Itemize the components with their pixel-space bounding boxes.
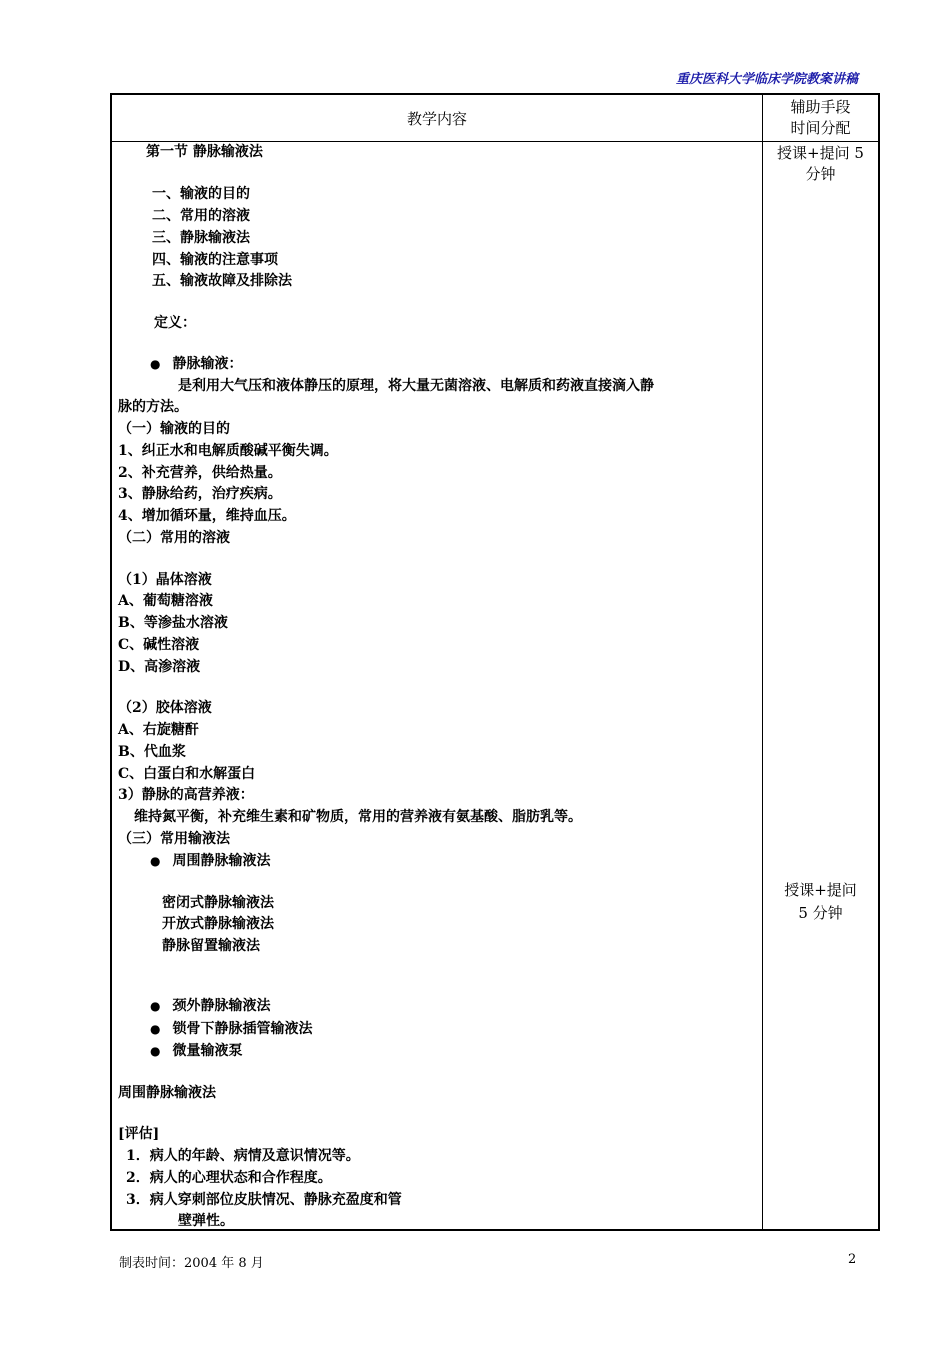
- nutrition-title: 3）静脉的高营养液：: [118, 787, 254, 803]
- crystal-item: B、等渗盐水溶液: [118, 615, 228, 631]
- outline-item: 二、常用的溶液: [152, 208, 250, 224]
- method-other-item: ● 颈外静脉输液法: [150, 997, 270, 1015]
- crystal-item: D、高渗溶液: [118, 659, 201, 675]
- colloid-item: C、白蛋白和水解蛋白: [118, 766, 256, 782]
- outline-item: 五、输液故障及排除法: [152, 273, 292, 289]
- purpose-item: 1、纠正水和电解质酸碱平衡失调。: [118, 443, 338, 459]
- assessment-item: 3．病人穿刺部位皮肤情况、静脉充盈度和管: [126, 1192, 402, 1208]
- method-sub-item: 密闭式静脉输液法: [162, 895, 274, 911]
- peripheral-section-title: 周围静脉输液法: [118, 1085, 216, 1101]
- time-note-1-line-2: 分钟: [805, 165, 836, 183]
- footer-date: 制表时间：2004 年 8 月: [119, 1256, 264, 1271]
- section-title: 第一节 静脉输液法: [146, 144, 263, 160]
- aids-header-label: 辅助手段: [790, 98, 851, 116]
- lesson-table: [110, 93, 880, 1231]
- outline-item: 一、输液的目的: [152, 186, 250, 202]
- method-other-item: ● 微量输液泵: [150, 1042, 242, 1060]
- method-peripheral: ● 周围静脉输液法: [150, 852, 270, 870]
- outline-item: 四、输液的注意事项: [152, 252, 278, 268]
- method-other-item: ● 锁骨下静脉插管输液法: [150, 1020, 312, 1038]
- nutrition-description: 维持氮平衡，补充维生素和矿物质，常用的营养液有氨基酸、脂肪乳等。: [134, 809, 582, 825]
- crystal-title: （1）晶体溶液: [118, 572, 212, 588]
- method-sub-item: 开放式静脉输液法: [162, 916, 274, 932]
- aids-time-header: [763, 95, 878, 141]
- purpose-item: 3、静脉给药，治疗疾病。: [118, 486, 282, 502]
- purpose-title: （一）输液的目的: [118, 421, 230, 437]
- purpose-item: 2、补充营养，供给热量。: [118, 465, 282, 481]
- solutions-title: （二）常用的溶液: [118, 530, 230, 546]
- crystal-item: A、葡萄糖溶液: [118, 593, 213, 609]
- assessment-item-continuation: 壁弹性。: [178, 1213, 234, 1229]
- assessment-title: [评估]: [118, 1126, 160, 1142]
- assessment-item: 1．病人的年龄、病情及意识情况等。: [126, 1148, 360, 1164]
- colloid-item: A、右旋糖酐: [118, 722, 199, 738]
- purpose-item: 4、增加循环量，维持血压。: [118, 508, 296, 524]
- definition-label: 定义：: [154, 315, 196, 331]
- colloid-item: B、代血浆: [118, 744, 186, 760]
- teaching-content-header: 教学内容: [406, 109, 467, 128]
- time-note-1-line-1: 授课+提问 5: [777, 144, 864, 162]
- header-row-divider: [112, 141, 878, 142]
- institution-header: 重庆医科大学临床学院教案讲稿: [675, 72, 858, 87]
- crystal-item: C、碱性溶液: [118, 637, 200, 653]
- time-note-2-line-1: 授课+提问: [784, 881, 857, 899]
- time-header-label: 时间分配: [790, 119, 851, 137]
- iv-definition-line-1: 是利用大气压和液体静压的原理，将大量无菌溶液、电解质和药液直接滴入静: [178, 378, 654, 394]
- methods-title: （三）常用输液法: [118, 831, 230, 847]
- column-divider: [762, 95, 763, 1229]
- page-number: 2: [848, 1252, 857, 1267]
- time-note-2-line-2: 5 分钟: [798, 904, 843, 922]
- method-sub-item: 静脉留置输液法: [162, 938, 260, 954]
- outline-item: 三、静脉输液法: [152, 230, 250, 246]
- iv-label: ● 静脉输液：: [150, 355, 242, 373]
- colloid-title: （2）胶体溶液: [118, 700, 212, 716]
- iv-definition-line-2: 脉的方法。: [118, 399, 188, 415]
- assessment-item: 2．病人的心理状态和合作程度。: [126, 1170, 332, 1186]
